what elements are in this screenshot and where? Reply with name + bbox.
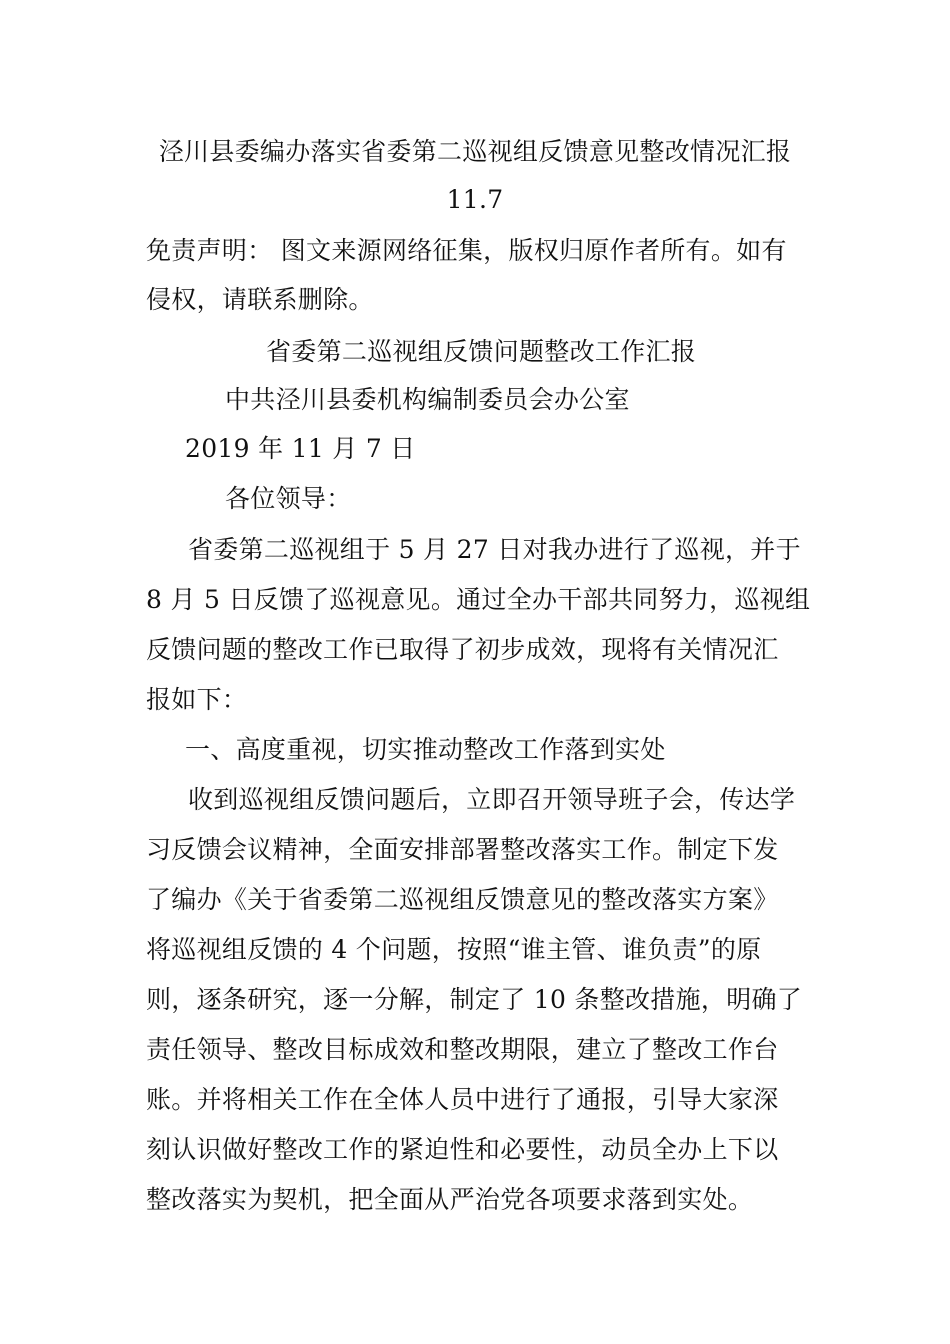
document-title-date: 11.7	[446, 185, 504, 214]
salutation: 各位领导：	[225, 484, 352, 513]
section-body-line: 则，逐条研究，逐一分解，制定了 10 条整改措施，明确了	[146, 985, 803, 1014]
report-title: 省委第二巡视组反馈问题整改工作汇报	[266, 337, 697, 366]
section-body-line: 责任领导、整改目标成效和整改期限，建立了整改工作台	[146, 1035, 779, 1064]
report-date: 2019 年 11 月 7 日	[185, 434, 416, 463]
section-body-line: 了编办《关于省委第二巡视组反馈意见的整改落实方案》	[146, 885, 779, 914]
section-body-line: 刻认识做好整改工作的紧迫性和必要性，动员全办上下以	[146, 1135, 779, 1164]
section-body-line: 将巡视组反馈的 4 个问题，按照“谁主管、谁负责”的原	[146, 935, 762, 964]
disclaimer-line: 免责声明： 图文来源网络征集，版权归原作者所有。如有	[146, 236, 787, 265]
organization-name: 中共泾川县委机构编制委员会办公室	[225, 385, 630, 414]
section-body-line: 账。并将相关工作在全体人员中进行了通报，引导大家深	[146, 1085, 779, 1114]
intro-paragraph-line: 反馈问题的整改工作已取得了初步成效，现将有关情况汇	[146, 635, 779, 664]
section-body-line: 收到巡视组反馈问题后，立即召开领导班子会，传达学	[188, 785, 796, 814]
section-heading: 一、高度重视，切实推动整改工作落到实处	[185, 735, 666, 764]
section-body-line: 习反馈会议精神，全面安排部署整改落实工作。制定下发	[146, 835, 779, 864]
intro-paragraph-line: 省委第二巡视组于 5 月 27 日对我办进行了巡视，并于	[188, 535, 801, 564]
section-body-line: 整改落实为契机，把全面从严治党各项要求落到实处。	[146, 1185, 754, 1214]
intro-paragraph-line: 报如下：	[146, 685, 248, 714]
intro-paragraph-line: 8 月 5 日反馈了巡视意见。通过全办干部共同努力，巡视组	[146, 585, 811, 614]
document-title: 泾川县委编办落实省委第二巡视组反馈意见整改情况汇报	[158, 137, 792, 166]
disclaimer-line: 侵权，请联系删除。	[146, 285, 374, 314]
